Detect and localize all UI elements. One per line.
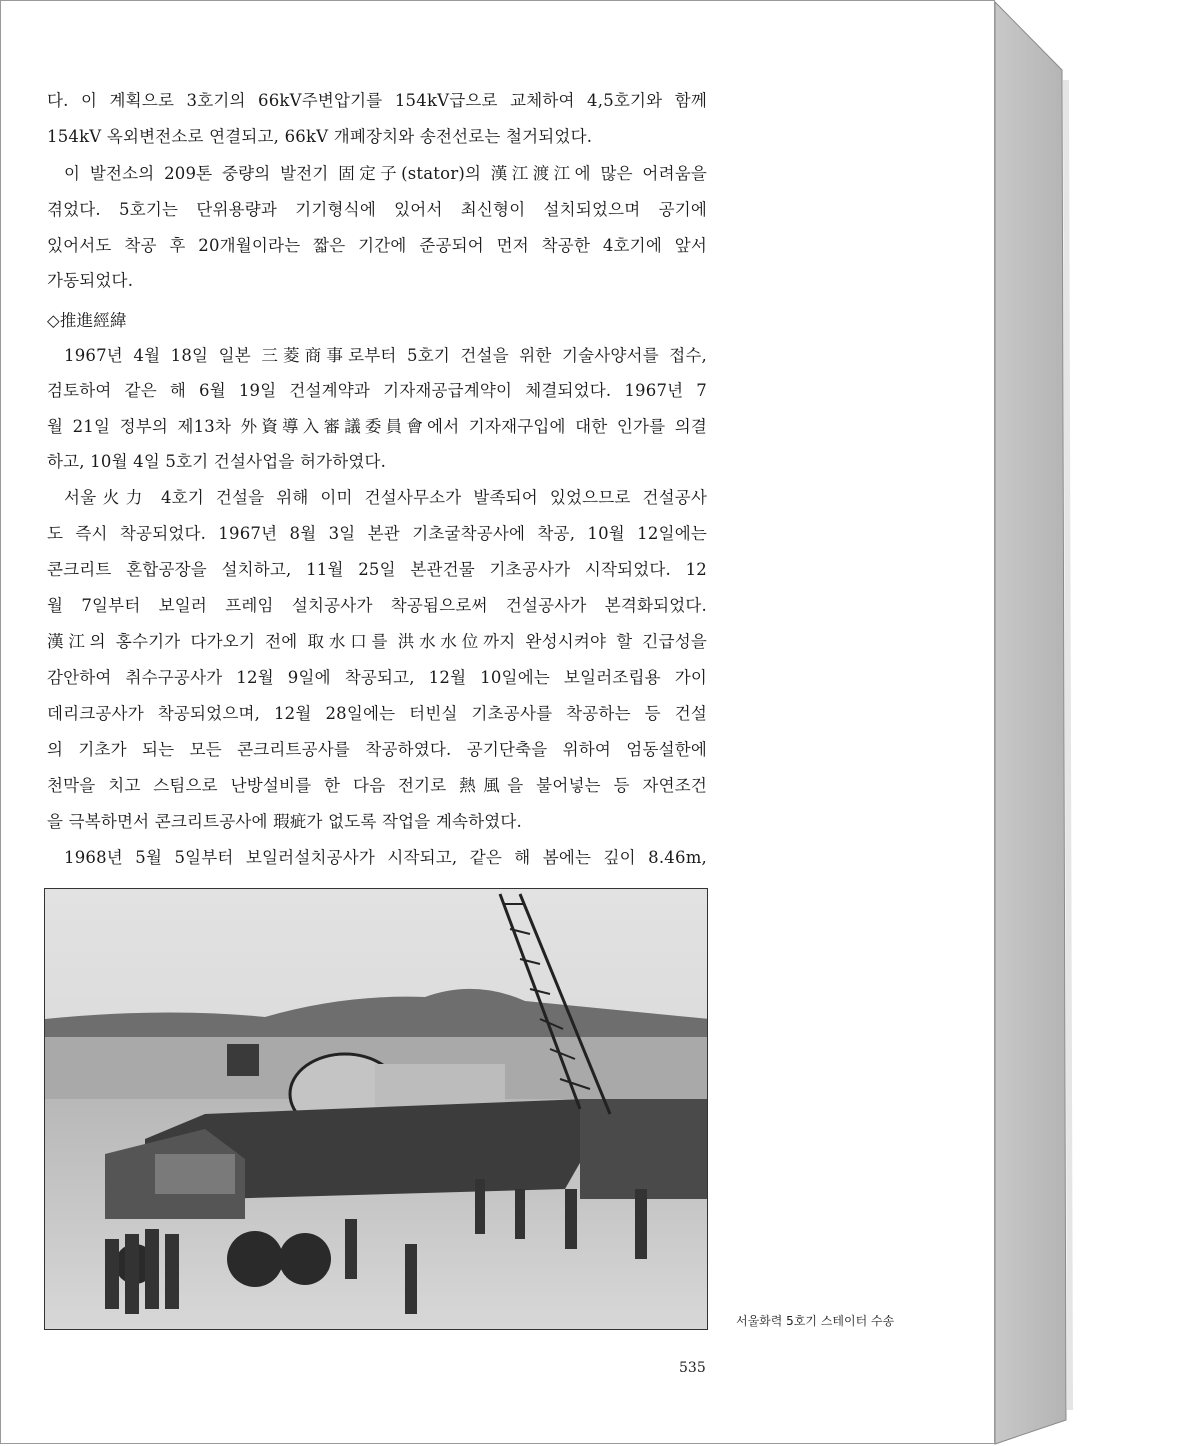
text-line: 데리크공사가 착공되었으며, 12월 28일에는 터빈실 기초공사를 착공하는 등 건설 — [47, 704, 707, 723]
text-line: 가동되었다. — [47, 271, 134, 290]
text-line: 검토하여 같은 해 6월 19일 건설계약과 기자재공급계약이 체결되었다. 1967년 7 — [47, 381, 707, 400]
text-line: 감안하여 취수구공사가 12월 9일에 착공되고, 12월 10일에는 보일러조립용 가이 — [47, 668, 707, 687]
text-line: 154kV 옥외변전소로 연결되고, 66kV 개폐장치와 송전선로는 철거되었다. — [47, 127, 593, 146]
stator-transport-photo — [44, 888, 708, 1330]
text-line: 이 발전소의 209톤 중량의 발전기 固定子(stator)의 漢江渡江에 많은 어려움을 — [64, 164, 707, 183]
text-line: 漢江의 홍수기가 다가오기 전에 取水口를 洪水水位까지 완성시켜야 할 긴급성을 — [47, 632, 707, 651]
text-line: 월 21일 정부의 제13차 外資導入審議委員會에서 기자재구입에 대한 인가를 의결 — [47, 417, 707, 436]
text-line: 다. 이 계획으로 3호기의 66kV주변압기를 154kV급으로 교체하여 4,5호기와 함께 — [47, 91, 707, 110]
text-line: 을 극복하면서 콘크리트공사에 瑕疵가 없도록 작업을 계속하였다. — [47, 812, 522, 831]
text-line: 서울火力 4호기 건설을 위해 이미 건설사무소가 발족되어 있었으므로 건설공사 — [64, 488, 707, 507]
text-line: 1968년 5월 5일부터 보일러설치공사가 시작되고, 같은 해 봄에는 깊이 8.46m, — [64, 848, 707, 867]
text-line: 의 기초가 되는 모든 콘크리트공사를 착공하였다. 공기단축을 위하여 엄동설한에 — [47, 740, 707, 759]
text-line: 겪었다. 5호기는 단위용량과 기기형식에 있어서 최신형이 설치되었으며 공기에 — [47, 200, 707, 219]
photo-caption: 서울화력 5호기 스테이터 수송 — [736, 1314, 895, 1328]
text-line: 천막을 치고 스팀으로 난방설비를 한 다음 전기로 熱風을 불어넣는 등 자연조건 — [47, 776, 707, 795]
page-number: 535 — [679, 1360, 706, 1376]
text-line: 1967년 4월 18일 일본 三菱商事로부터 5호기 건설을 위한 기술사양서를 접수, — [64, 346, 707, 365]
text-line: 도 즉시 착공되었다. 1967년 8월 3일 본관 기초굴착공사에 착공, 10월 12일에는 — [47, 524, 707, 543]
text-line: 있어서도 착공 후 20개월이라는 짧은 기간에 준공되어 먼저 착공한 4호기에 앞서 — [47, 236, 707, 255]
section-heading: ◇推進經緯 — [47, 311, 127, 330]
text-line: 월 7일부터 보일러 프레임 설치공사가 착공됨으로써 건설공사가 본격화되었다. — [47, 596, 707, 615]
text-line: 하고, 10월 4일 5호기 건설사업을 허가하였다. — [47, 452, 387, 471]
text-line: 콘크리트 혼합공장을 설치하고, 11월 25일 본관건물 기초공사가 시작되었다. 12 — [47, 560, 707, 579]
